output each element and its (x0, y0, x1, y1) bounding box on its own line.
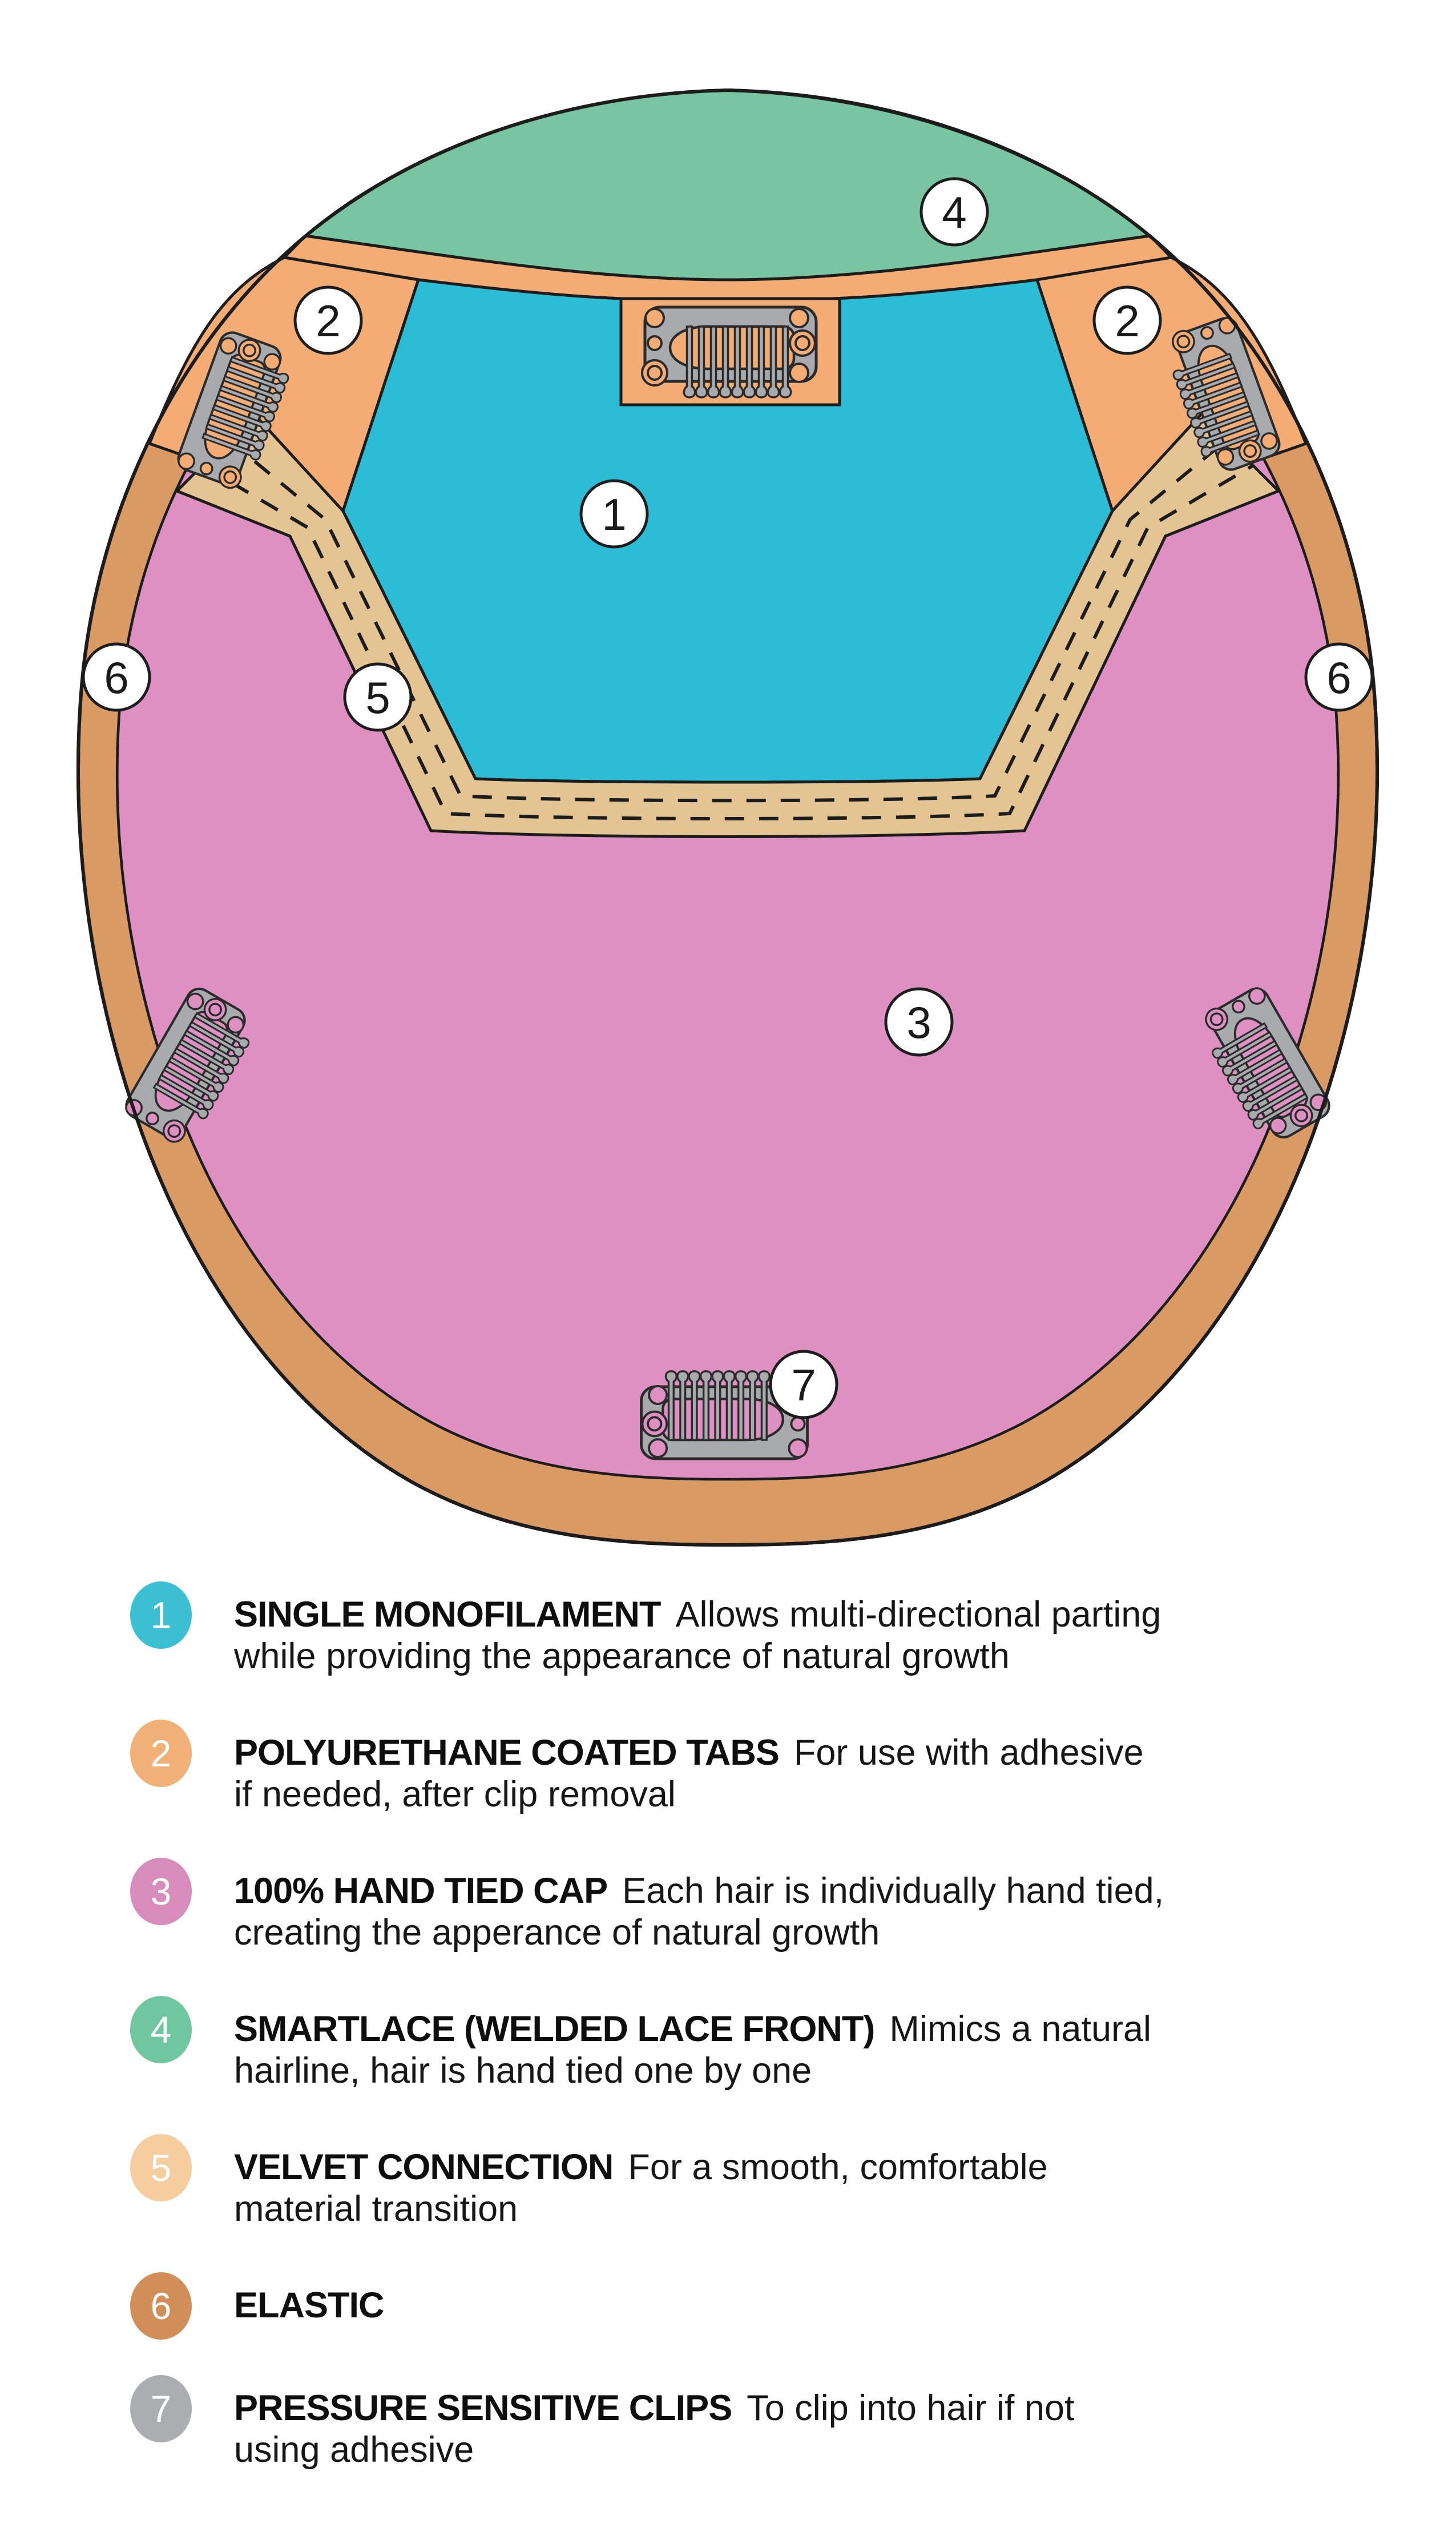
legend (130, 1594, 1329, 2526)
legend-title-3: 100% HAND TIED CAP (234, 1871, 608, 1911)
legend-badge-1: 1 (130, 1581, 192, 1649)
legend-badge-6: 6 (130, 2272, 192, 2340)
diagram-label-6 (1306, 644, 1372, 710)
legend-badge-2: 2 (130, 1720, 192, 1787)
legend-desc-4-line2: hairline, hair is hand tied one by one (234, 2051, 812, 2091)
diagram-label-number: 4 (942, 187, 967, 238)
legend-desc-1: Allows multi-directional parting (675, 1595, 1161, 1635)
legend-desc-4: Mimics a natural (889, 2009, 1152, 2049)
diagram-label-2 (1094, 287, 1160, 353)
legend-item-5 (130, 2147, 1329, 2230)
legend-desc-1-line2: while providing the appearance of natural growth (234, 1636, 1010, 1676)
legend-badge-7: 7 (130, 2375, 192, 2442)
legend-badge-5: 5 (130, 2134, 192, 2201)
legend-title-6: ELASTIC (234, 2285, 384, 2325)
diagram-label-6 (83, 644, 150, 710)
diagram-label-number: 3 (906, 997, 931, 1048)
legend-title-7: PRESSURE SENSITIVE CLIPS (234, 2388, 732, 2428)
diagram-label-number: 7 (791, 1360, 816, 1410)
diagram-label-number: 1 (602, 489, 627, 540)
diagram-label-3 (886, 989, 952, 1055)
legend-desc-5-line2: material transition (234, 2189, 518, 2229)
legend-desc-2-line2: if needed, after clip removal (234, 1774, 676, 1814)
legend-desc-5: For a smooth, comfortable (628, 2147, 1048, 2187)
diagram-label-number: 2 (316, 296, 341, 346)
diagram-label-7 (771, 1351, 837, 1418)
legend-desc-7-line2: using adhesive (234, 2430, 474, 2470)
legend-title-1: SINGLE MONOFILAMENT (234, 1595, 661, 1635)
legend-item-4 (130, 2008, 1329, 2092)
legend-item-6 (130, 2285, 1329, 2340)
legend-badge-3: 3 (130, 1858, 192, 1925)
diagram-label-2 (295, 287, 361, 353)
legend-item-3 (130, 1870, 1329, 1954)
legend-badge-4: 4 (130, 1996, 192, 2063)
diagram-label-4 (921, 179, 987, 245)
diagram-label-number: 6 (1326, 653, 1352, 703)
diagram-label-number: 6 (104, 653, 129, 703)
legend-title-2: POLYURETHANE COATED TABS (234, 1733, 779, 1773)
legend-item-7 (130, 2388, 1329, 2471)
legend-item-1 (130, 1594, 1329, 1677)
diagram-label-1 (581, 481, 647, 547)
legend-desc-3: Each hair is individually hand tied, (622, 1871, 1164, 1911)
legend-title-4: SMARTLACE (WELDED LACE FRONT) (234, 2009, 875, 2049)
diagram-label-number: 5 (365, 673, 390, 723)
legend-desc-2: For use with adhesive (793, 1733, 1144, 1773)
legend-desc-3-line2: creating the apperance of natural growth (234, 1913, 880, 1953)
legend-title-5: VELVET CONNECTION (234, 2147, 614, 2187)
legend-desc-7: To clip into hair if not (747, 2388, 1075, 2428)
diagram-label-5 (345, 664, 411, 730)
legend-item-2 (130, 1732, 1329, 1816)
diagram-label-number: 2 (1115, 296, 1140, 346)
lace-front-region (305, 90, 1150, 280)
